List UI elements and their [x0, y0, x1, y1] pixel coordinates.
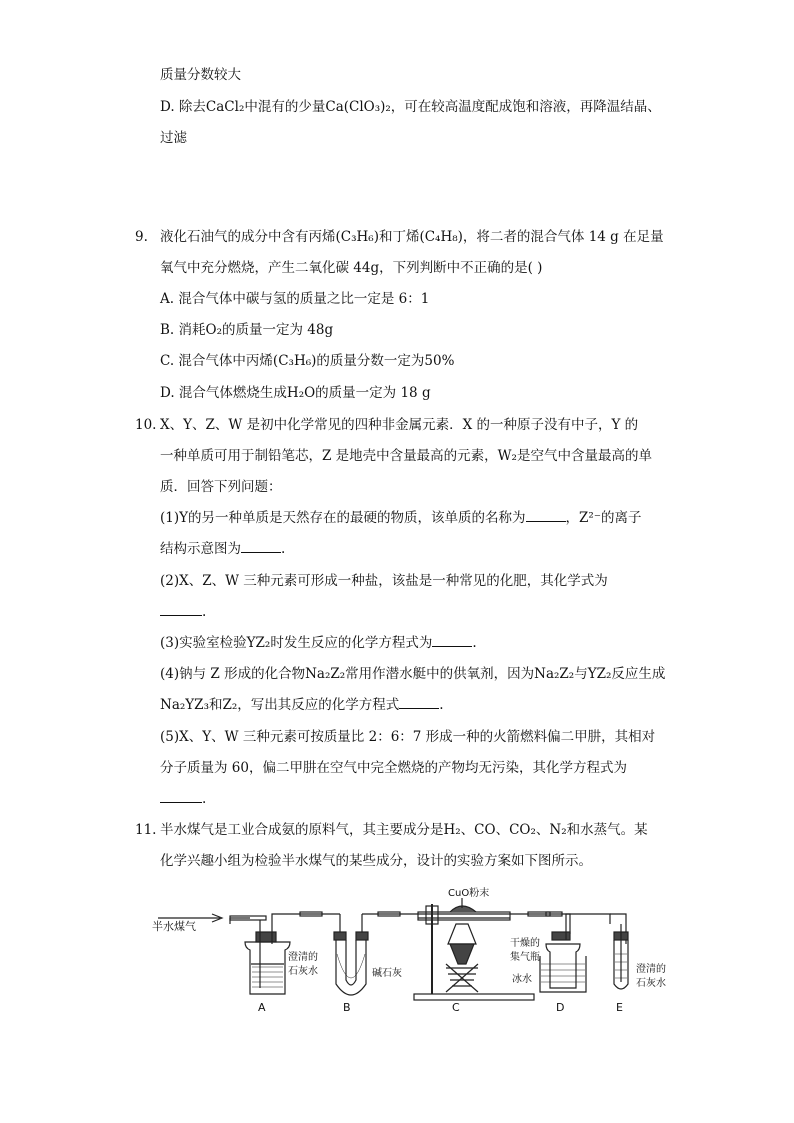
q11-number: 11. — [135, 822, 157, 838]
q10-part3 — [160, 634, 477, 652]
q9-option-b: B. 消耗O₂的质量一定为 48g — [160, 322, 334, 338]
q10-stem-line3: 质．回答下列问题： — [160, 479, 282, 495]
soda-lime-label: 碱石灰 — [372, 968, 402, 979]
q10-part1-text-a: (1)Y的另一种单质是天然存在的最硬的物质，该单质的名称为 — [160, 510, 526, 526]
answer-blank-2[interactable] — [241, 540, 281, 553]
bottle-a — [245, 920, 290, 994]
limewater-a-label-2: 石灰水 — [288, 966, 318, 977]
q10-part5-line2: 分子质量为 60，偏二甲肼在空气中完全燃烧的产物均无污染，其化学方程式为 — [160, 760, 627, 776]
label-d: D — [556, 1001, 565, 1014]
apparatus-diagram — [150, 884, 690, 1019]
tube-a-inlet — [230, 918, 250, 924]
dry-bottle-label-1: 干燥的 — [510, 938, 540, 949]
period: . — [202, 604, 207, 620]
label-a: A — [258, 1001, 266, 1014]
gas-inlet-label: 半水煤气 — [152, 920, 196, 933]
u-tube-b — [334, 914, 368, 995]
q9-option-a: A. 混合气体中碳与氢的质量之比一定是 6：1 — [160, 291, 430, 307]
q10-part1-text-c: 结构示意图为 — [160, 541, 241, 557]
q10-part1-line2 — [160, 540, 285, 558]
beaker-d — [540, 914, 610, 992]
q10-part2-line1: (2)X、Z、W 三种元素可形成一种盐，该盐是一种常见的化肥，其化学式为 — [160, 573, 608, 589]
q8-option-d-line2: 过滤 — [160, 130, 187, 146]
label-b: B — [343, 1001, 351, 1014]
tube-cd — [510, 914, 570, 934]
q11-stem-line1: 半水煤气是工业合成氨的原料气，其主要成分是H₂、CO、CO₂、N₂和水蒸气。某 — [160, 822, 648, 838]
period: . — [439, 697, 444, 713]
q10-stem-line1: X、Y、Z、W 是初中化学常见的四种非金属元素．X 的一种原子没有中子，Y 的 — [160, 417, 639, 433]
limewater-e-label-1: 澄清的 — [636, 964, 666, 975]
q10-part4-text: Na₂YZ₃和Z₂，写出其反应的化学方程式 — [160, 697, 400, 713]
answer-blank-5[interactable] — [399, 696, 439, 709]
q8-option-d-line1: D. 除去CaCl₂中混有的少量Ca(ClO₃)₂，可在较高温度配成饱和溶液，再降温结晶、 — [160, 99, 661, 115]
q10-stem-line2: 一种单质可用于制铅笔芯，Z 是地壳中含量最高的元素，W₂是空气中含量最高的单 — [160, 448, 652, 464]
q9-stem-line1: 液化石油气的成分中含有丙烯(C₃H₆)和丁烯(C₄H₈)，将二者的混合气体 14 g 在足量 — [160, 229, 664, 245]
q9-stem-line2: 氧气中充分燃烧，产生二氧化碳 44g，下列判断中不正确的是( ) — [160, 260, 543, 276]
q10-number: 10. — [135, 417, 157, 433]
limewater-a-label-1: 澄清的 — [288, 952, 318, 963]
dry-bottle-label-2: 集气瓶 — [510, 952, 540, 963]
q10-part5-line1: (5)X、Y、W 三种元素可按质量比 2：6：7 形成一种的火箭燃料偏二甲肼，其相对 — [160, 729, 656, 745]
q10-part4-line1: (4)钠与 Z 形成的化合物Na₂Z₂常用作潜水艇中的供氧剂，因为Na₂Z₂与YZ₂反应生成 — [160, 666, 666, 682]
q11-stem-line2: 化学兴趣小组为检验半水煤气的某些成分，设计的实验方案如下图所示。 — [160, 853, 592, 869]
q9-option-c: C. 混合气体中丙烯(C₃H₆)的质量分数一定为50% — [160, 353, 455, 369]
period: . — [202, 791, 207, 807]
q9-number: 9. — [135, 229, 148, 245]
period: . — [281, 541, 286, 557]
q10-part1-line1 — [160, 509, 641, 527]
q10-part4-line2 — [160, 696, 444, 714]
q10-part1-text-b: ，Z²⁻的离子 — [565, 510, 642, 526]
ice-water-label: 冰水 — [512, 974, 532, 985]
answer-blank-1[interactable] — [526, 509, 566, 522]
answer-blank-3[interactable] — [160, 603, 202, 616]
q8-continued-text: 质量分数较大 — [160, 67, 241, 83]
q10-part2-line2 — [160, 603, 206, 621]
answer-blank-6[interactable] — [160, 790, 202, 803]
label-e: E — [616, 1001, 623, 1014]
period: . — [472, 635, 477, 651]
limewater-e-label-2: 石灰水 — [636, 978, 666, 989]
answer-blank-4[interactable] — [432, 634, 472, 647]
cuo-powder-label: CuO粉末 — [448, 888, 490, 899]
q9-option-d: D. 混合气体燃烧生成H₂O的质量一定为 18 g — [160, 385, 431, 401]
test-tube-e — [610, 914, 628, 989]
q10-part5-line3 — [160, 790, 206, 808]
q10-part3-text: (3)实验室检验YZ₂时发生反应的化学方程式为 — [160, 635, 433, 651]
label-c: C — [452, 1001, 460, 1014]
tube-ab — [272, 914, 340, 920]
